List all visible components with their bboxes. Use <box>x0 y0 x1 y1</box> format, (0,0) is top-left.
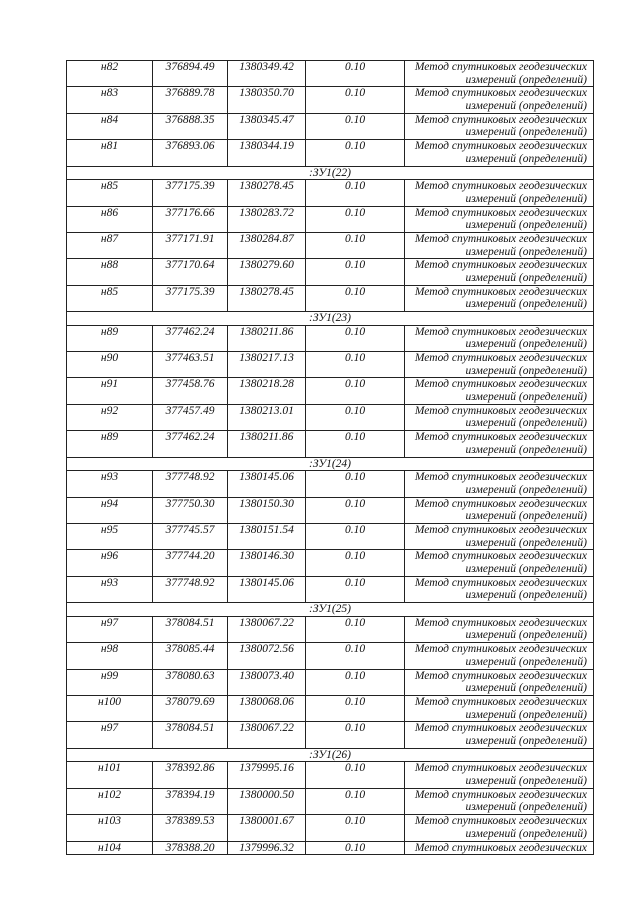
method-line-2: измерений (определений) <box>465 774 587 787</box>
method-line-2: измерений (определений) <box>465 245 587 258</box>
method-line-1: Метод спутниковых геодезических <box>414 576 587 589</box>
method-cell <box>405 378 594 404</box>
y-coordinate-cell: 1380145.06 <box>228 471 306 497</box>
method-line-1: Метод спутниковых геодезических <box>414 762 587 775</box>
table-row <box>67 722 594 748</box>
y-coordinate-cell: 1380278.45 <box>228 180 306 206</box>
method-line-2: измерений (определений) <box>465 801 587 814</box>
parcel-group-label: :ЗУ1(23) <box>67 312 594 326</box>
table-row <box>67 113 594 139</box>
method-line-1: Метод спутниковых геодезических <box>414 325 587 338</box>
x-coordinate-cell: 378389.53 <box>153 815 228 841</box>
y-coordinate-cell: 1380349.42 <box>228 61 306 87</box>
point-name-cell: н93 <box>67 471 153 497</box>
accuracy-cell: 0.10 <box>306 140 405 166</box>
accuracy-cell: 0.10 <box>306 325 405 351</box>
y-coordinate-cell: 1380067.22 <box>228 616 306 642</box>
method-line-1: Метод спутниковых геодезических <box>414 404 587 417</box>
method-cell <box>405 669 594 695</box>
point-name-cell: н81 <box>67 140 153 166</box>
method-line-1: Метод спутниковых геодезических <box>414 550 587 563</box>
point-name-cell: н83 <box>67 87 153 113</box>
table-row <box>67 285 594 311</box>
point-name-cell: н100 <box>67 695 153 721</box>
x-coordinate-cell: 378080.63 <box>153 669 228 695</box>
method-line-1: Метод спутниковых геодезических <box>414 232 587 245</box>
accuracy-cell: 0.10 <box>306 616 405 642</box>
table-row <box>67 87 594 113</box>
method-cell <box>405 61 594 87</box>
parcel-group-label: :ЗУ1(22) <box>67 166 594 180</box>
x-coordinate-cell: 377748.92 <box>153 576 228 602</box>
point-name-cell: н85 <box>67 285 153 311</box>
method-line-1: Метод спутниковых геодезических <box>414 669 587 682</box>
x-coordinate-cell: 376894.49 <box>153 61 228 87</box>
method-line-2: измерений (определений) <box>465 219 587 232</box>
method-line-1: Метод спутниковых геодезических <box>414 113 587 126</box>
y-coordinate-cell: 1380218.28 <box>228 378 306 404</box>
y-coordinate-cell: 1380217.13 <box>228 352 306 378</box>
x-coordinate-cell: 378079.69 <box>153 695 228 721</box>
method-cell <box>405 643 594 669</box>
accuracy-cell: 0.10 <box>306 378 405 404</box>
x-coordinate-cell: 378085.44 <box>153 643 228 669</box>
coordinates-table-body <box>67 61 594 855</box>
point-name-cell: н97 <box>67 616 153 642</box>
point-name-cell: н90 <box>67 352 153 378</box>
x-coordinate-cell: 376888.35 <box>153 113 228 139</box>
method-line-2: измерений (определений) <box>465 589 587 602</box>
point-name-cell: н102 <box>67 788 153 814</box>
point-name-cell: н101 <box>67 762 153 788</box>
table-row <box>67 206 594 232</box>
method-line-1: Метод спутниковых геодезических <box>414 788 587 801</box>
y-coordinate-cell: 1380213.01 <box>228 404 306 430</box>
method-line-2: измерений (определений) <box>465 271 587 284</box>
method-cell <box>405 431 594 457</box>
accuracy-cell: 0.10 <box>306 524 405 550</box>
point-name-cell: н89 <box>67 325 153 351</box>
method-cell <box>405 180 594 206</box>
method-line-1: Метод спутниковых геодезических <box>414 378 587 391</box>
x-coordinate-cell: 378084.51 <box>153 722 228 748</box>
accuracy-cell: 0.10 <box>306 643 405 669</box>
point-name-cell: н97 <box>67 722 153 748</box>
y-coordinate-cell: 1380146.30 <box>228 550 306 576</box>
method-cell <box>405 232 594 258</box>
table-row <box>67 431 594 457</box>
method-line-1: Метод спутниковых геодезических <box>414 695 587 708</box>
method-line-1: Метод спутниковых геодезических <box>414 841 587 854</box>
accuracy-cell: 0.10 <box>306 497 405 523</box>
accuracy-cell: 0.10 <box>306 471 405 497</box>
x-coordinate-cell: 377175.39 <box>153 285 228 311</box>
method-line-2: измерений (определений) <box>465 192 587 205</box>
accuracy-cell: 0.10 <box>306 87 405 113</box>
point-name-cell: н86 <box>67 206 153 232</box>
method-line-2: измерений (определений) <box>465 126 587 139</box>
table-row <box>67 404 594 430</box>
x-coordinate-cell: 377171.91 <box>153 232 228 258</box>
x-coordinate-cell: 377458.76 <box>153 378 228 404</box>
accuracy-cell: 0.10 <box>306 259 405 285</box>
accuracy-cell: 0.10 <box>306 206 405 232</box>
y-coordinate-cell: 1380350.70 <box>228 87 306 113</box>
table-row <box>67 524 594 550</box>
method-line-2: измерений (определений) <box>465 483 587 496</box>
method-line-1: Метод спутниковых геодезических <box>414 722 587 735</box>
table-row <box>67 576 594 602</box>
method-cell <box>405 616 594 642</box>
method-line-1: Метод спутниковых геодезических <box>414 87 587 100</box>
method-line-2: измерений (определений) <box>465 682 587 695</box>
method-cell <box>405 762 594 788</box>
table-row <box>67 695 594 721</box>
table-row <box>67 180 594 206</box>
y-coordinate-cell: 1380067.22 <box>228 722 306 748</box>
accuracy-cell: 0.10 <box>306 431 405 457</box>
parcel-group-header <box>67 748 594 762</box>
accuracy-cell: 0.10 <box>306 669 405 695</box>
y-coordinate-cell: 1380072.56 <box>228 643 306 669</box>
accuracy-cell: 0.10 <box>306 352 405 378</box>
method-cell <box>405 576 594 602</box>
point-name-cell: н85 <box>67 180 153 206</box>
table-row <box>67 550 594 576</box>
accuracy-cell: 0.10 <box>306 180 405 206</box>
method-line-1: Метод спутниковых геодезических <box>414 815 587 828</box>
point-name-cell: н103 <box>67 815 153 841</box>
y-coordinate-cell: 1380279.60 <box>228 259 306 285</box>
y-coordinate-cell: 1380211.86 <box>228 325 306 351</box>
method-line-1: Метод спутниковых геодезических <box>414 471 587 484</box>
y-coordinate-cell: 1380283.72 <box>228 206 306 232</box>
x-coordinate-cell: 378084.51 <box>153 616 228 642</box>
method-cell <box>405 695 594 721</box>
x-coordinate-cell: 376889.78 <box>153 87 228 113</box>
table-row <box>67 815 594 841</box>
point-name-cell: н92 <box>67 404 153 430</box>
method-line-1: Метод спутниковых геодезических <box>414 643 587 656</box>
method-line-2: измерений (определений) <box>465 73 587 86</box>
y-coordinate-cell: 1380001.67 <box>228 815 306 841</box>
table-row <box>67 497 594 523</box>
method-line-2: измерений (определений) <box>465 655 587 668</box>
method-line-2: измерений (определений) <box>465 536 587 549</box>
method-line-2: измерений (определений) <box>465 510 587 523</box>
method-line-1: Метод спутниковых геодезических <box>414 140 587 153</box>
accuracy-cell: 0.10 <box>306 113 405 139</box>
table-row <box>67 669 594 695</box>
table-row <box>67 259 594 285</box>
accuracy-cell: 0.10 <box>306 841 405 855</box>
x-coordinate-cell: 377457.49 <box>153 404 228 430</box>
x-coordinate-cell: 377175.39 <box>153 180 228 206</box>
x-coordinate-cell: 377750.30 <box>153 497 228 523</box>
accuracy-cell: 0.10 <box>306 695 405 721</box>
table-row <box>67 325 594 351</box>
method-line-2: измерений (определений) <box>465 563 587 576</box>
table-row <box>67 140 594 166</box>
parcel-group-header <box>67 457 594 471</box>
point-name-cell: н98 <box>67 643 153 669</box>
accuracy-cell: 0.10 <box>306 550 405 576</box>
point-name-cell: н87 <box>67 232 153 258</box>
point-name-cell: н95 <box>67 524 153 550</box>
x-coordinate-cell: 377462.24 <box>153 325 228 351</box>
point-name-cell: н94 <box>67 497 153 523</box>
accuracy-cell: 0.10 <box>306 576 405 602</box>
method-line-2: измерений (определений) <box>465 734 587 747</box>
parcel-group-header <box>67 603 594 617</box>
x-coordinate-cell: 377170.64 <box>153 259 228 285</box>
method-line-1: Метод спутниковых геодезических <box>414 352 587 365</box>
accuracy-cell: 0.10 <box>306 285 405 311</box>
accuracy-cell: 0.10 <box>306 788 405 814</box>
method-line-2: измерений (определений) <box>465 443 587 456</box>
point-name-cell: н104 <box>67 841 153 855</box>
point-name-cell: н96 <box>67 550 153 576</box>
point-name-cell: н99 <box>67 669 153 695</box>
method-cell <box>405 206 594 232</box>
table-row <box>67 378 594 404</box>
y-coordinate-cell: 1380000.50 <box>228 788 306 814</box>
point-name-cell: н89 <box>67 431 153 457</box>
accuracy-cell: 0.10 <box>306 232 405 258</box>
method-line-2: измерений (определений) <box>465 364 587 377</box>
table-row <box>67 643 594 669</box>
accuracy-cell: 0.10 <box>306 404 405 430</box>
x-coordinate-cell: 378388.20 <box>153 841 228 855</box>
method-cell <box>405 259 594 285</box>
parcel-group-label: :ЗУ1(24) <box>67 457 594 471</box>
method-line-1: Метод спутниковых геодезических <box>414 497 587 510</box>
accuracy-cell: 0.10 <box>306 762 405 788</box>
method-line-2: измерений (определений) <box>465 391 587 404</box>
method-line-2: измерений (определений) <box>465 99 587 112</box>
y-coordinate-cell: 1380073.40 <box>228 669 306 695</box>
method-cell <box>405 87 594 113</box>
x-coordinate-cell: 378392.86 <box>153 762 228 788</box>
table-row <box>67 61 594 87</box>
method-line-2: измерений (определений) <box>465 629 587 642</box>
method-line-1: Метод спутниковых геодезических <box>414 180 587 193</box>
method-line-2: измерений (определений) <box>465 298 587 311</box>
method-cell <box>405 524 594 550</box>
method-line-2: измерений (определений) <box>465 417 587 430</box>
point-name-cell: н88 <box>67 259 153 285</box>
table-row <box>67 762 594 788</box>
table-row <box>67 788 594 814</box>
point-name-cell: н91 <box>67 378 153 404</box>
table-row <box>67 616 594 642</box>
method-cell <box>405 140 594 166</box>
accuracy-cell: 0.10 <box>306 722 405 748</box>
method-cell <box>405 404 594 430</box>
y-coordinate-cell: 1380211.86 <box>228 431 306 457</box>
x-coordinate-cell: 377176.66 <box>153 206 228 232</box>
x-coordinate-cell: 376893.06 <box>153 140 228 166</box>
y-coordinate-cell: 1380344.19 <box>228 140 306 166</box>
method-line-1: Метод спутниковых геодезических <box>414 616 587 629</box>
method-line-1: Метод спутниковых геодезических <box>414 61 587 73</box>
table-row <box>67 232 594 258</box>
method-line-2: измерений (определений) <box>465 827 587 840</box>
y-coordinate-cell: 1380068.06 <box>228 695 306 721</box>
method-line-1: Метод спутниковых геодезических <box>414 524 587 537</box>
y-coordinate-cell: 1379996.32 <box>228 841 306 855</box>
method-cell <box>405 352 594 378</box>
method-cell <box>405 841 594 855</box>
method-cell <box>405 815 594 841</box>
table-row <box>67 471 594 497</box>
method-cell <box>405 550 594 576</box>
point-name-cell: н84 <box>67 113 153 139</box>
method-cell <box>405 113 594 139</box>
method-line-2: измерений (определений) <box>465 152 587 165</box>
y-coordinate-cell: 1380150.30 <box>228 497 306 523</box>
accuracy-cell: 0.10 <box>306 815 405 841</box>
method-line-1: Метод спутниковых геодезических <box>414 259 587 272</box>
x-coordinate-cell: 378394.19 <box>153 788 228 814</box>
method-line-1: Метод спутниковых геодезических <box>414 431 587 444</box>
parcel-group-label: :ЗУ1(26) <box>67 748 594 762</box>
x-coordinate-cell: 377744.20 <box>153 550 228 576</box>
method-cell <box>405 722 594 748</box>
y-coordinate-cell: 1380151.54 <box>228 524 306 550</box>
method-line-1: Метод спутниковых геодезических <box>414 206 587 219</box>
y-coordinate-cell: 1380284.87 <box>228 232 306 258</box>
method-cell <box>405 471 594 497</box>
parcel-group-label: :ЗУ1(25) <box>67 603 594 617</box>
parcel-group-header <box>67 312 594 326</box>
accuracy-cell: 0.10 <box>306 61 405 87</box>
method-line-2: измерений (определений) <box>465 708 587 721</box>
table-row <box>67 352 594 378</box>
x-coordinate-cell: 377462.24 <box>153 431 228 457</box>
x-coordinate-cell: 377745.57 <box>153 524 228 550</box>
x-coordinate-cell: 377463.51 <box>153 352 228 378</box>
y-coordinate-cell: 1380278.45 <box>228 285 306 311</box>
method-line-2: измерений (определений) <box>465 338 587 351</box>
method-cell <box>405 497 594 523</box>
point-name-cell: н82 <box>67 61 153 87</box>
parcel-group-header <box>67 166 594 180</box>
x-coordinate-cell: 377748.92 <box>153 471 228 497</box>
method-cell <box>405 285 594 311</box>
method-cell <box>405 325 594 351</box>
y-coordinate-cell: 1380145.06 <box>228 576 306 602</box>
point-name-cell: н93 <box>67 576 153 602</box>
method-line-1: Метод спутниковых геодезических <box>414 285 587 298</box>
y-coordinate-cell: 1379995.16 <box>228 762 306 788</box>
coordinates-table <box>66 60 594 855</box>
table-row <box>67 841 594 855</box>
method-cell <box>405 788 594 814</box>
y-coordinate-cell: 1380345.47 <box>228 113 306 139</box>
